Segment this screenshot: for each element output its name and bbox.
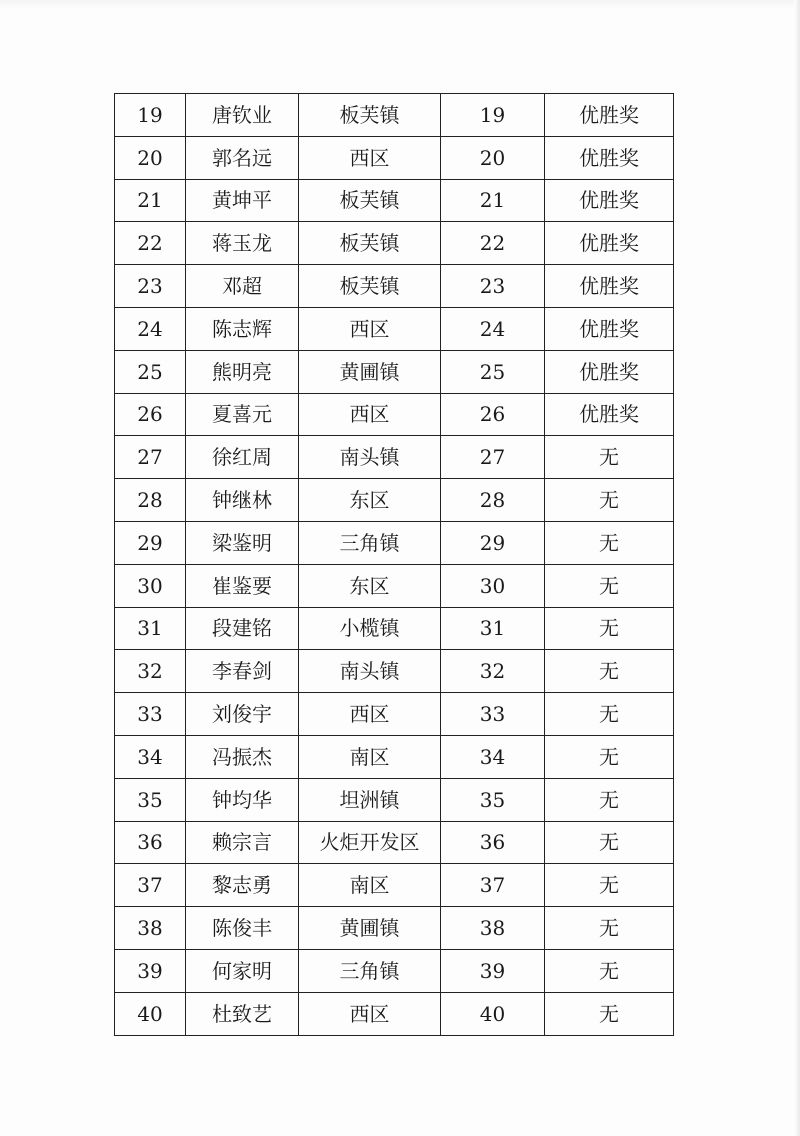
region-cell: 南头镇 [299, 436, 441, 479]
rank-cell: 35 [441, 778, 545, 821]
region-cell: 黄圃镇 [299, 350, 441, 393]
award-cell: 无 [545, 693, 674, 736]
award-cell: 无 [545, 479, 674, 522]
name-cell: 熊明亮 [186, 350, 299, 393]
rank-cell: 36 [441, 821, 545, 864]
region-cell: 西区 [299, 393, 441, 436]
index-cell: 26 [115, 393, 186, 436]
name-cell: 何家明 [186, 949, 299, 992]
index-cell: 38 [115, 907, 186, 950]
region-cell: 东区 [299, 479, 441, 522]
name-cell: 崔鉴要 [186, 564, 299, 607]
table-row [115, 564, 674, 607]
table-row [115, 307, 674, 350]
index-cell: 34 [115, 735, 186, 778]
rank-cell: 29 [441, 521, 545, 564]
rank-cell: 23 [441, 265, 545, 308]
rank-cell: 21 [441, 179, 545, 222]
region-cell: 西区 [299, 992, 441, 1035]
award-cell: 无 [545, 436, 674, 479]
name-cell: 赖宗言 [186, 821, 299, 864]
index-cell: 33 [115, 693, 186, 736]
award-cell: 无 [545, 864, 674, 907]
table-row [115, 265, 674, 308]
name-cell: 陈俊丰 [186, 907, 299, 950]
index-cell: 31 [115, 607, 186, 650]
index-cell: 23 [115, 265, 186, 308]
rank-cell: 25 [441, 350, 545, 393]
table-row [115, 949, 674, 992]
results-table-body [115, 94, 674, 1036]
table-row [115, 479, 674, 522]
name-cell: 陈志辉 [186, 307, 299, 350]
name-cell: 钟均华 [186, 778, 299, 821]
index-cell: 28 [115, 479, 186, 522]
region-cell: 小榄镇 [299, 607, 441, 650]
region-cell: 火炬开发区 [299, 821, 441, 864]
index-cell: 39 [115, 949, 186, 992]
name-cell: 夏喜元 [186, 393, 299, 436]
region-cell: 三角镇 [299, 949, 441, 992]
region-cell: 板芙镇 [299, 179, 441, 222]
name-cell: 黎志勇 [186, 864, 299, 907]
award-cell: 无 [545, 907, 674, 950]
region-cell: 黄圃镇 [299, 907, 441, 950]
index-cell: 40 [115, 992, 186, 1035]
index-cell: 20 [115, 136, 186, 179]
table-row [115, 693, 674, 736]
table-row [115, 222, 674, 265]
index-cell: 27 [115, 436, 186, 479]
name-cell: 杜致艺 [186, 992, 299, 1035]
rank-cell: 28 [441, 479, 545, 522]
rank-cell: 20 [441, 136, 545, 179]
table-row [115, 179, 674, 222]
index-cell: 21 [115, 179, 186, 222]
name-cell: 梁鉴明 [186, 521, 299, 564]
rank-cell: 40 [441, 992, 545, 1035]
index-cell: 19 [115, 94, 186, 137]
index-cell: 22 [115, 222, 186, 265]
award-cell: 无 [545, 992, 674, 1035]
award-cell: 无 [545, 607, 674, 650]
scan-top-edge [0, 0, 800, 10]
scan-right-edge [794, 0, 800, 1136]
region-cell: 南头镇 [299, 650, 441, 693]
name-cell: 李春剑 [186, 650, 299, 693]
rank-cell: 22 [441, 222, 545, 265]
table-row [115, 94, 674, 137]
region-cell: 西区 [299, 136, 441, 179]
rank-cell: 37 [441, 864, 545, 907]
index-cell: 29 [115, 521, 186, 564]
name-cell: 唐钦业 [186, 94, 299, 137]
award-cell: 优胜奖 [545, 265, 674, 308]
index-cell: 30 [115, 564, 186, 607]
rank-cell: 19 [441, 94, 545, 137]
award-cell: 优胜奖 [545, 350, 674, 393]
table-row [115, 436, 674, 479]
award-cell: 无 [545, 735, 674, 778]
index-cell: 32 [115, 650, 186, 693]
index-cell: 37 [115, 864, 186, 907]
award-cell: 优胜奖 [545, 393, 674, 436]
index-cell: 35 [115, 778, 186, 821]
rank-cell: 32 [441, 650, 545, 693]
name-cell: 刘俊宇 [186, 693, 299, 736]
table-row [115, 393, 674, 436]
rank-cell: 26 [441, 393, 545, 436]
rank-cell: 38 [441, 907, 545, 950]
rank-cell: 27 [441, 436, 545, 479]
region-cell: 西区 [299, 307, 441, 350]
award-cell: 无 [545, 521, 674, 564]
award-cell: 优胜奖 [545, 136, 674, 179]
name-cell: 冯振杰 [186, 735, 299, 778]
table-row [115, 821, 674, 864]
table-row [115, 136, 674, 179]
award-cell: 无 [545, 650, 674, 693]
name-cell: 邓超 [186, 265, 299, 308]
award-cell: 优胜奖 [545, 179, 674, 222]
rank-cell: 30 [441, 564, 545, 607]
award-cell: 优胜奖 [545, 222, 674, 265]
region-cell: 南区 [299, 735, 441, 778]
region-cell: 板芙镇 [299, 94, 441, 137]
name-cell: 段建铭 [186, 607, 299, 650]
region-cell: 板芙镇 [299, 222, 441, 265]
rank-cell: 31 [441, 607, 545, 650]
index-cell: 36 [115, 821, 186, 864]
region-cell: 坦洲镇 [299, 778, 441, 821]
name-cell: 徐红周 [186, 436, 299, 479]
region-cell: 南区 [299, 864, 441, 907]
name-cell: 黄坤平 [186, 179, 299, 222]
region-cell: 板芙镇 [299, 265, 441, 308]
region-cell: 三角镇 [299, 521, 441, 564]
results-table [114, 93, 674, 1036]
rank-cell: 33 [441, 693, 545, 736]
name-cell: 钟继林 [186, 479, 299, 522]
table-row [115, 650, 674, 693]
table-row [115, 992, 674, 1035]
award-cell: 无 [545, 949, 674, 992]
table-row [115, 350, 674, 393]
name-cell: 郭名远 [186, 136, 299, 179]
award-cell: 无 [545, 564, 674, 607]
award-cell: 无 [545, 778, 674, 821]
table-row [115, 907, 674, 950]
award-cell: 优胜奖 [545, 94, 674, 137]
rank-cell: 24 [441, 307, 545, 350]
table-row [115, 735, 674, 778]
award-cell: 无 [545, 821, 674, 864]
name-cell: 蒋玉龙 [186, 222, 299, 265]
rank-cell: 34 [441, 735, 545, 778]
index-cell: 24 [115, 307, 186, 350]
award-cell: 优胜奖 [545, 307, 674, 350]
table-row [115, 864, 674, 907]
index-cell: 25 [115, 350, 186, 393]
table-row [115, 521, 674, 564]
table-row [115, 607, 674, 650]
region-cell: 西区 [299, 693, 441, 736]
rank-cell: 39 [441, 949, 545, 992]
table-row [115, 778, 674, 821]
region-cell: 东区 [299, 564, 441, 607]
